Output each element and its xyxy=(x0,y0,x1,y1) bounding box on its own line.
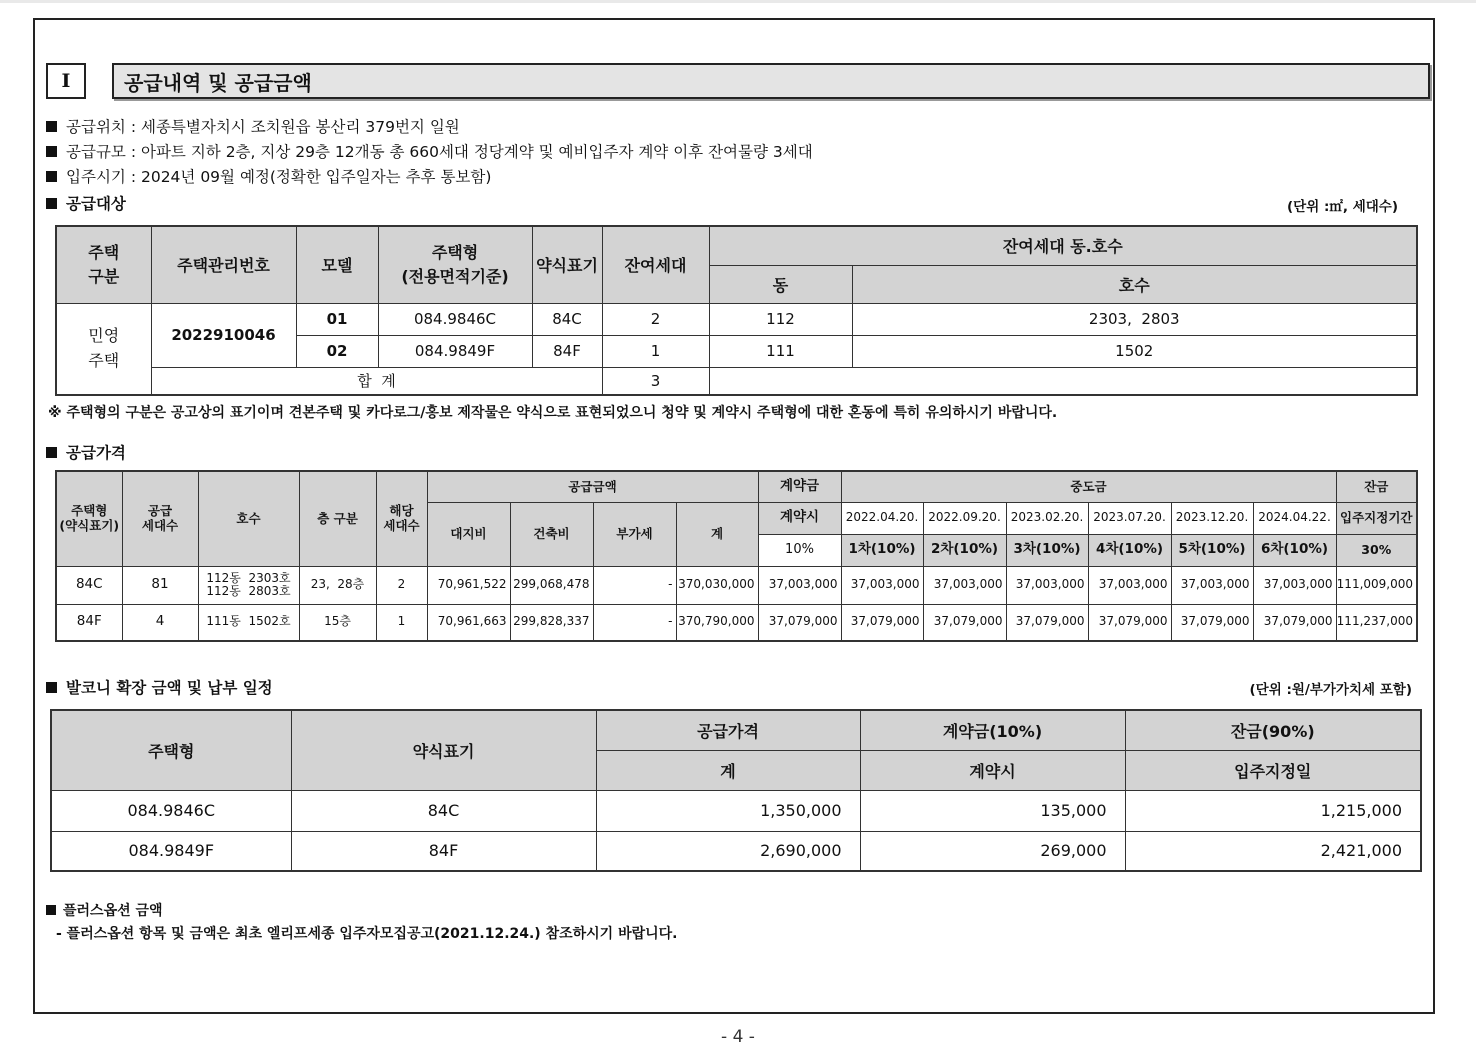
header-remaining: 잔여세대 xyxy=(602,226,709,303)
heading-balcony: 발코니 확장 금액 및 납부 일정 xyxy=(46,676,273,698)
header-units: 잔여세대 동.호수 xyxy=(709,226,1417,265)
middle-date-2: 2022.09.20. xyxy=(923,502,1006,534)
remaining-cell: 1 xyxy=(602,335,709,367)
header-price-sub: 계 xyxy=(596,750,860,790)
header-balance-pct: 30% xyxy=(1336,534,1417,566)
header-floor: 층 구분 xyxy=(299,471,376,566)
applicable-cell: 1 xyxy=(376,604,427,641)
total-value: 3 xyxy=(602,367,709,395)
price-cell: 2,690,000 xyxy=(596,831,860,871)
sum-cell: 370,790,000 xyxy=(676,604,758,641)
abbr-cell: 84F xyxy=(291,831,596,871)
middle-label-3: 3차(10%) xyxy=(1006,534,1088,566)
square-bullet-icon xyxy=(46,198,57,209)
households-cell: 4 xyxy=(122,604,198,641)
middle-cell: 37,079,000 xyxy=(1088,604,1171,641)
header-type: 주택형 xyxy=(51,710,291,790)
supply-price-table xyxy=(55,470,1418,642)
abbr-cell: 84C xyxy=(291,790,596,831)
deposit-cell: 37,079,000 xyxy=(758,604,841,641)
header-type: 주택형 (약식표기) xyxy=(56,471,122,566)
type-cell: 84F xyxy=(56,604,122,641)
middle-cell: 37,003,000 xyxy=(841,566,923,604)
price-cell: 1,350,000 xyxy=(596,790,860,831)
header-vat: 부가세 xyxy=(593,502,676,566)
plus-option-text: - 플러스옵션 항목 및 금액은 최초 엘리프세종 입주자모집공고(2021.12.24.) 참조하시기 바랍니다. xyxy=(56,926,678,942)
section-number: I xyxy=(46,63,86,99)
mgmt-no: 2022910046 xyxy=(151,303,296,367)
unit-label-target: (단위 :㎡, 세대수) xyxy=(1287,199,1398,215)
table-row xyxy=(56,604,1417,641)
info-move-in: 입주시기 : 2024년 09월 예정(정확한 입주일자는 추후 통보함) xyxy=(46,165,491,187)
top-divider xyxy=(0,0,1476,3)
middle-cell: 37,079,000 xyxy=(841,604,923,641)
ho-cell: 112동 2303호 112동 2803호 xyxy=(198,566,299,604)
land-cell: 70,961,522 xyxy=(427,566,510,604)
type-cell: 084.9849F xyxy=(51,831,291,871)
header-supply-amount: 공급금액 xyxy=(427,471,758,502)
supply-target-footnote: ※ 주택형의 구분은 공고상의 표기이며 견본주택 및 카다로그/홍보 제작물은 약식으로 표현되었으니 청약 및 계약시 주택형에 대한 혼동에 특히 유의하시기 바랍니다. xyxy=(48,405,1058,421)
middle-label-5: 5차(10%) xyxy=(1171,534,1253,566)
middle-label-2: 2차(10%) xyxy=(923,534,1006,566)
header-deposit-pct: 10% xyxy=(758,534,841,566)
middle-cell: 37,079,000 xyxy=(1171,604,1253,641)
balance-cell: 111,237,000 xyxy=(1336,604,1417,641)
square-bullet-icon xyxy=(46,121,57,132)
deposit-cell: 135,000 xyxy=(860,790,1125,831)
middle-cell: 37,079,000 xyxy=(1253,604,1336,641)
vat-cell: - xyxy=(593,566,676,604)
header-dong: 동 xyxy=(709,265,852,303)
unit-label-balcony: (단위 :원/부가가치세 포함) xyxy=(1249,682,1412,698)
middle-cell: 37,003,000 xyxy=(1006,566,1088,604)
middle-cell: 37,003,000 xyxy=(923,566,1006,604)
applicable-cell: 2 xyxy=(376,566,427,604)
header-sum: 계 xyxy=(676,502,758,566)
dong-cell: 111 xyxy=(709,335,852,367)
header-balance: 잔금 xyxy=(1336,471,1417,502)
header-deposit-sub: 계약시 xyxy=(860,750,1125,790)
ho-cell: 2303, 2803 xyxy=(852,303,1417,335)
model-cell: 02 xyxy=(296,335,378,367)
middle-cell: 37,003,000 xyxy=(1253,566,1336,604)
dong-cell: 112 xyxy=(709,303,852,335)
heading-supply-target: 공급대상 xyxy=(46,192,126,214)
households-cell: 81 xyxy=(122,566,198,604)
balcony-table xyxy=(50,709,1422,872)
page-number: - 4 - xyxy=(721,1027,755,1047)
header-deposit-when: 계약시 xyxy=(758,502,841,534)
middle-label-4: 4차(10%) xyxy=(1088,534,1171,566)
total-row xyxy=(56,367,1417,395)
middle-cell: 37,079,000 xyxy=(1006,604,1088,641)
header-deposit: 계약금 xyxy=(758,471,841,502)
square-bullet-icon xyxy=(46,905,56,915)
header-balance-sub: 입주지정일 xyxy=(1125,750,1421,790)
middle-date-1: 2022.04.20. xyxy=(841,502,923,534)
middle-cell: 37,003,000 xyxy=(1088,566,1171,604)
model-cell: 01 xyxy=(296,303,378,335)
building-cell: 299,828,337 xyxy=(510,604,593,641)
header-ho: 호수 xyxy=(852,265,1417,303)
middle-cell: 37,079,000 xyxy=(923,604,1006,641)
deposit-cell: 269,000 xyxy=(860,831,1125,871)
middle-label-6: 6차(10%) xyxy=(1253,534,1336,566)
square-bullet-icon xyxy=(46,171,57,182)
header-mgmt-no: 주택관리번호 xyxy=(151,226,296,303)
middle-label-1: 1차(10%) xyxy=(841,534,923,566)
floor-cell: 23, 28층 xyxy=(299,566,376,604)
middle-cell: 37,003,000 xyxy=(1171,566,1253,604)
balance-cell: 111,009,000 xyxy=(1336,566,1417,604)
header-middle: 중도금 xyxy=(841,471,1336,502)
header-area: 주택형 (전용면적기준) xyxy=(378,226,532,303)
abbr-cell: 84F xyxy=(532,335,602,367)
info-scale: 공급규모 : 아파트 지하 2층, 지상 29층 12개동 총 660세대 정당계약 및 예비입주자 계약 이후 잔여물량 3세대 xyxy=(46,140,813,162)
table-row xyxy=(56,303,1417,335)
header-balance: 잔금(90%) xyxy=(1125,710,1421,750)
table-row xyxy=(51,831,1421,871)
header-housing-type: 주택 구분 xyxy=(56,226,151,303)
ho-cell: 111동 1502호 xyxy=(198,604,299,641)
type-cell: 84C xyxy=(56,566,122,604)
deposit-cell: 37,003,000 xyxy=(758,566,841,604)
header-land: 대지비 xyxy=(427,502,510,566)
type-cell: 084.9846C xyxy=(51,790,291,831)
floor-cell: 15층 xyxy=(299,604,376,641)
middle-date-3: 2023.02.20. xyxy=(1006,502,1088,534)
area-cell: 084.9849F xyxy=(378,335,532,367)
heading-plus-option: 플러스옵션 금액 xyxy=(46,900,163,920)
table-row xyxy=(56,566,1417,604)
header-abbr: 약식표기 xyxy=(532,226,602,303)
middle-date-4: 2023.07.20. xyxy=(1088,502,1171,534)
header-households: 공급 세대수 xyxy=(122,471,198,566)
square-bullet-icon xyxy=(46,447,57,458)
square-bullet-icon xyxy=(46,682,57,693)
header-model: 모델 xyxy=(296,226,378,303)
middle-date-5: 2023.12.20. xyxy=(1171,502,1253,534)
total-label: 합 계 xyxy=(151,367,602,395)
supply-target-table xyxy=(55,225,1418,396)
header-applicable: 해당 세대수 xyxy=(376,471,427,566)
balance-cell: 1,215,000 xyxy=(1125,790,1421,831)
total-empty xyxy=(709,367,1417,395)
header-price: 공급가격 xyxy=(596,710,860,750)
ho-cell: 1502 xyxy=(852,335,1417,367)
header-deposit: 계약금(10%) xyxy=(860,710,1125,750)
heading-supply-price: 공급가격 xyxy=(46,441,126,463)
area-cell: 084.9846C xyxy=(378,303,532,335)
header-building: 건축비 xyxy=(510,502,593,566)
building-cell: 299,068,478 xyxy=(510,566,593,604)
square-bullet-icon xyxy=(46,146,57,157)
middle-date-6: 2024.04.22. xyxy=(1253,502,1336,534)
land-cell: 70,961,663 xyxy=(427,604,510,641)
abbr-cell: 84C xyxy=(532,303,602,335)
remaining-cell: 2 xyxy=(602,303,709,335)
vat-cell: - xyxy=(593,604,676,641)
info-location: 공급위치 : 세종특별자치시 조치원읍 봉산리 379번지 일원 xyxy=(46,115,460,137)
header-ho: 호수 xyxy=(198,471,299,566)
header-abbr: 약식표기 xyxy=(291,710,596,790)
table-row xyxy=(51,790,1421,831)
sum-cell: 370,030,000 xyxy=(676,566,758,604)
section-title: 공급내역 및 공급금액 xyxy=(112,63,1430,99)
header-balance-when: 입주지정기간 xyxy=(1336,502,1417,534)
housing-kind: 민영 주택 xyxy=(56,303,151,395)
balance-cell: 2,421,000 xyxy=(1125,831,1421,871)
